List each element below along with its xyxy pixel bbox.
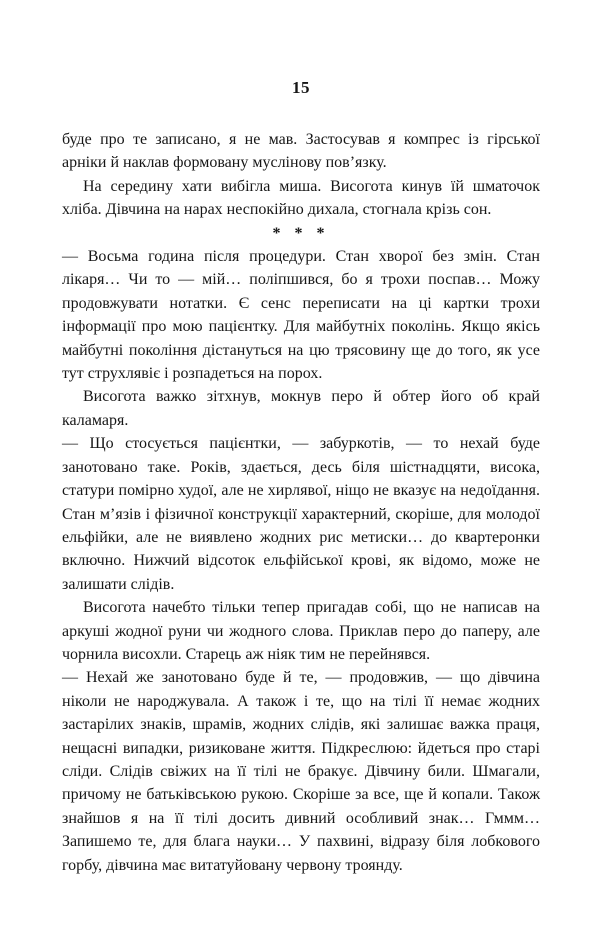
page-number: 15 xyxy=(292,78,310,97)
text-block xyxy=(62,128,540,877)
page-header xyxy=(62,78,540,99)
paragraph: Висогота начебто тільки тепер пригадав собі, що не написав на аркуші жодної руни чи жодного слова. Приклав перо до паперу, але чорнила висохли. Старець аж ніяк тим не перейнявся. xyxy=(62,599,540,663)
paragraph: — Нехай же занотовано буде й те, — продовжив, — що дівчина ніколи не народжувала. А також і те, що на тілі її немає жодних застарілих знаків, шрамів, жодних слідів, які залишає важка праця, нещасні випадки, ризиковане життя. Підкреслюю: йдеться про старі сліди. Слідів свіжих на її тілі не бракує. Дівчину били. Шмагали, причому не батьківською рукою. Скоріше за все, ще й копали. Також знайшов я на її тілі досить дивний особливий знак… Гммм… Запишемо те, для блага науки… У пахвині, відразу біля лобкового горбу, дівчина має витатуйовану червону троянду. xyxy=(62,669,540,874)
paragraph: — Що стосується пацієнтки, — забуркотів, — то нехай буде занотовано таке. Років, здається, десь біля шістнадцяти, висока, статури помірно худої, але не хирлявої, ніщо не вказує на недоїдання. Стан м’язів і фізичної конструкції характерний, скоріше, для молодої ельфійки, але не виявлено жодних рис метиски… до квартеронки включно. Нижчий відсоток ельфійської крові, як відомо, може не залишати слідів. xyxy=(62,435,540,593)
paragraph: — Восьма година після процедури. Стан хворої без змін. Стан лікаря… Чи то — мій… поліпшився, бо я трохи поспав… Можу продовжувати нотатки. Є сенс переписати на ці картки трохи інформації про мою пацієнтку. Для майбутніх поколінь. Якщо якісь майбутні покоління дістануться на цю трясовину ще до того, як усе тут струхлявіє і розпадеться на порох. xyxy=(62,248,540,383)
paragraph: Висогота важко зітхнув, мокнув перо й обтер його об край каламаря. xyxy=(62,388,540,429)
section-separator: * * * xyxy=(272,224,330,242)
paragraph: буде про те записано, я не мав. Застосував я компрес із гірської арніки й наклав формовану муслінову пов’язку. xyxy=(62,131,540,172)
paragraph: На середину хати вибігла миша. Висогота кинув їй шматочок хліба. Дівчина на нарах неспокійно дихала, стогнала крізь сон. xyxy=(62,177,540,219)
